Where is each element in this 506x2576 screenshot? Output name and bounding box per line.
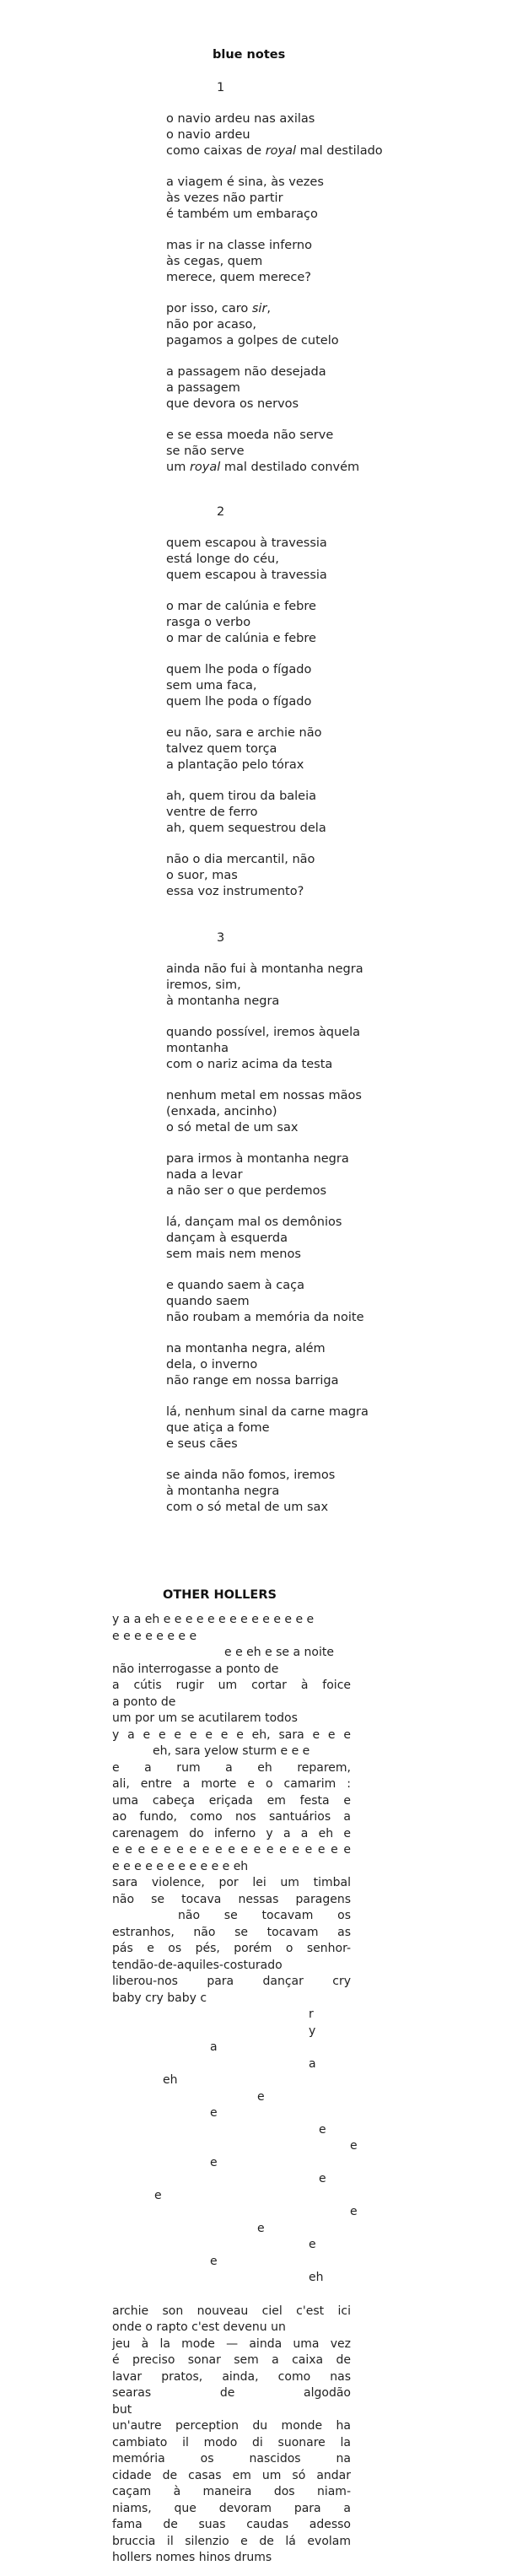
- cascade-letter: e: [210, 2106, 218, 2120]
- poem-line: não roubam a memória da noite: [166, 1311, 364, 1324]
- hollers-line: e e e e e e e e: [112, 1629, 197, 1643]
- poem-line: lá, nenhum sinal da carne magra: [166, 1405, 369, 1419]
- poem-title: blue notes: [213, 48, 286, 62]
- section-title-other-hollers: OTHER HOLLERS: [163, 1588, 277, 1602]
- cascade-letter: eh: [309, 2271, 324, 2284]
- cascade-letter: e: [319, 2172, 326, 2185]
- hollers-line: niams, que devoram para a: [112, 2501, 351, 2515]
- cascade-row: [112, 2072, 351, 2089]
- part-1-stanzas: [166, 111, 383, 476]
- poem-line: não por acaso,: [166, 318, 256, 331]
- hollers-line: e e e e e e e e e e e e e e e e e e e: [112, 1843, 351, 1857]
- poem-line: o mar de calúnia e febre: [166, 632, 316, 645]
- hollers-line: baby cry baby c: [112, 1991, 207, 2005]
- poem-line: se não serve: [166, 445, 245, 458]
- hollers-line: liberou-nos para dançar cry: [112, 1975, 351, 1988]
- poem-line: quando saem: [166, 1295, 250, 1308]
- stanza: [166, 962, 369, 1010]
- poem-line: à montanha negra: [166, 1485, 280, 1498]
- poem-line: rasga o verbo: [166, 616, 251, 629]
- poem-line: o mar de calúnia e febre: [166, 600, 316, 613]
- hollers-line: ao fundo, como nos santuários a: [112, 1810, 351, 1824]
- hollers-line: eh, sara yelow sturm e e e: [153, 1744, 310, 1758]
- stanza: [166, 1341, 369, 1389]
- stanza: [166, 662, 327, 710]
- part-number: 3: [217, 931, 225, 945]
- hollers-line: cambiato il modo di suonare la: [112, 2435, 351, 2449]
- cascade-row: [112, 2171, 351, 2188]
- poem-line: ventre de ferro: [166, 806, 258, 819]
- stanza: [166, 725, 327, 773]
- poem-line: e se essa moeda não serve: [166, 428, 334, 442]
- cascade-letter: e: [319, 2122, 326, 2137]
- poem-line: o navio ardeu: [166, 128, 250, 142]
- poem-line: com o nariz acima da testa: [166, 1058, 333, 1071]
- cascade-row: [112, 2270, 351, 2287]
- stanza: [166, 1088, 369, 1136]
- hollers-line: estranhos, não se tocavam as: [112, 1925, 351, 1939]
- hollers-line: caçam à maneira dos niam-: [112, 2485, 351, 2498]
- poem-line: dela, o inverno: [166, 1358, 258, 1372]
- cascade-row: [112, 2254, 351, 2271]
- poem-line: quem escapou à travessia: [166, 569, 327, 582]
- stanza: [166, 1404, 369, 1452]
- poem-line: ainda não fui à montanha negra: [166, 962, 363, 976]
- cascade-row: [112, 2155, 351, 2172]
- cascade-letter: a: [210, 2040, 218, 2054]
- stanza: [166, 364, 383, 412]
- stanza: [166, 536, 327, 584]
- hollers-lines-a: [112, 1612, 351, 2007]
- poem-line: não range em nossa barriga: [166, 1374, 339, 1388]
- part-2: [166, 504, 327, 915]
- stanza: [166, 1468, 369, 1516]
- poem-line: essa voz instrumento?: [166, 885, 304, 898]
- poem-line: ah, quem sequestrou dela: [166, 822, 326, 835]
- hollers-line: memória os nascidos na: [112, 2452, 351, 2466]
- cascade-letter: e: [210, 2254, 218, 2268]
- part-1: [166, 80, 383, 491]
- poem-line: merece, quem merece?: [166, 271, 311, 284]
- cascade-letter: e: [309, 2238, 316, 2251]
- hollers-line: jeu à la mode — ainda uma vez: [112, 2336, 351, 2351]
- poem-line: quem lhe poda o fígado: [166, 663, 312, 676]
- poem-line: e seus cães: [166, 1437, 238, 1451]
- stanza: [166, 1025, 369, 1073]
- poem-line: um royal mal destilado convém: [166, 461, 360, 474]
- stanza: [166, 428, 383, 476]
- poem-line: está longe do céu,: [166, 552, 279, 566]
- cascade-row: [112, 2188, 351, 2205]
- poem-line: ah, quem tirou da baleia: [166, 790, 317, 803]
- poem-line: na montanha negra, além: [166, 1342, 326, 1355]
- cascade-row: [112, 2122, 351, 2139]
- hollers-line: archie son nouveau ciel c'est ici: [112, 2304, 351, 2318]
- part-3: [166, 930, 369, 1531]
- stanza: [166, 599, 327, 647]
- hollers-poem: [112, 1612, 358, 2567]
- hollers-line: un'autre perception du monde ha: [112, 2419, 351, 2433]
- poem-line: o suor, mas: [166, 869, 238, 882]
- poem-line: pagamos a golpes de cutelo: [166, 334, 339, 348]
- part-2-stanzas: [166, 536, 327, 900]
- poem-line: a passagem não desejada: [166, 365, 326, 379]
- hollers-line: não se tocava nessas paragens: [112, 1892, 351, 1906]
- poem-line: sem mais nem menos: [166, 1248, 301, 1261]
- cascade-letter: e: [350, 2205, 358, 2218]
- poem-line: a passagem: [166, 381, 240, 395]
- cascade-row: [112, 2138, 358, 2155]
- stanza: [166, 301, 383, 349]
- hollers-line: e a rum a eh reparem,: [112, 1760, 351, 1775]
- hollers-line: uma cabeça eriçada em festa e: [112, 1793, 351, 1808]
- hollers-line: y a a eh e e e e e e e e e e e e e e: [112, 1613, 315, 1626]
- cascade-row: [112, 2105, 351, 2122]
- poem-line: às vezes não partir: [166, 191, 283, 205]
- cascade-letter: y: [309, 2024, 316, 2038]
- poem-line: quando possível, iremos àquela: [166, 1026, 360, 1039]
- poem-line: às cegas, quem: [166, 255, 263, 268]
- poem-line: talvez quem torça: [166, 742, 277, 756]
- hollers-line: but: [112, 2402, 132, 2417]
- poem-line: eu não, sara e archie não: [166, 726, 322, 740]
- hollers-line: fama de suas caudas adesso: [112, 2518, 351, 2531]
- cascade-letter: e: [257, 2089, 265, 2104]
- poem-line: e quando saem à caça: [166, 1279, 304, 1292]
- poem-line: quem escapou à travessia: [166, 536, 327, 550]
- hollers-lines-b: [112, 2304, 351, 2567]
- hollers-line: não se tocavam os: [178, 1909, 351, 1922]
- poem-line: o navio ardeu nas axilas: [166, 112, 315, 126]
- poem-line: como caixas de royal mal destilado: [166, 144, 383, 158]
- hollers-line: pás e os pés, porém o senhor-: [112, 1942, 351, 1955]
- poem-line: a viagem é sina, às vezes: [166, 175, 324, 189]
- cascade-letter: r: [309, 2007, 314, 2021]
- poem-line: dançam à esquerda: [166, 1231, 288, 1245]
- hollers-line: y a e e e e e e e eh, sara e e e: [112, 1727, 351, 1742]
- cascade-row: [112, 2056, 351, 2073]
- cascade-letter: a: [309, 2056, 316, 2071]
- hollers-line: ali, entre a morte e o camarim :: [112, 1777, 351, 1791]
- cascade-letter: e: [350, 2139, 358, 2153]
- cascade-row: [112, 2024, 351, 2040]
- hollers-line: e e e e e e e e e e e eh: [112, 1859, 249, 1873]
- cascade-row: [112, 2007, 351, 2024]
- poem-line: se ainda não fomos, iremos: [166, 1469, 336, 1482]
- stanza: [166, 175, 383, 223]
- hollers-line: searas de algodão: [112, 2386, 351, 2400]
- poem-line: que atiça a fome: [166, 1421, 270, 1435]
- poem-line: o só metal de um sax: [166, 1121, 299, 1134]
- stanza: [166, 1278, 369, 1326]
- poem-line: para irmos à montanha negra: [166, 1152, 349, 1166]
- stanza: [166, 1215, 369, 1263]
- poem-line: que devora os nervos: [166, 397, 299, 411]
- hollers-line: é preciso sonar sem a caixa de: [112, 2353, 351, 2367]
- stanza: [166, 789, 327, 837]
- hollers-line: sara violence, por lei um timbal: [112, 1876, 351, 1889]
- hollers-line: cidade de casas em um só andar: [112, 2468, 351, 2482]
- poem-line: à montanha negra: [166, 994, 280, 1008]
- cascade-row: [112, 2040, 351, 2056]
- stanza: [166, 111, 383, 159]
- poem-line: nenhum metal em nossas mãos: [166, 1089, 362, 1102]
- cascade-row: [112, 2089, 351, 2106]
- poem-line: com o só metal de um sax: [166, 1501, 329, 1514]
- hollers-line: a ponto de: [112, 1695, 176, 1709]
- hollers-line: tendão-de-aquiles-costurado: [112, 1958, 283, 1972]
- part-3-stanzas: [166, 962, 369, 1516]
- poem-line: a plantação pelo tórax: [166, 758, 304, 772]
- poem-line: (enxada, ancinho): [166, 1105, 277, 1118]
- hollers-line: carenagem do inferno y a a eh e: [112, 1826, 351, 1840]
- hollers-line: hollers nomes hinos drums: [112, 2551, 272, 2564]
- cascade-row: [112, 2221, 351, 2238]
- poem-line: lá, dançam mal os demônios: [166, 1215, 342, 1229]
- cascade-letter: e: [257, 2221, 265, 2235]
- cascade-letter: e: [154, 2188, 162, 2202]
- part-number: 1: [217, 81, 225, 94]
- cascade-row: [112, 2204, 358, 2221]
- poem-line: quem lhe poda o fígado: [166, 695, 312, 709]
- hollers-line: a cútis rugir um cortar à foice: [112, 1679, 351, 1692]
- hollers-line: lavar pratos, ainda, como nas: [112, 2369, 351, 2384]
- stanza: [166, 238, 383, 286]
- hollers-line: um por um se acutilarem todos: [112, 1711, 298, 1725]
- poem-line: mas ir na classe inferno: [166, 239, 312, 252]
- hollers-line: não interrogasse a ponto de: [112, 1662, 279, 1676]
- poem-line: iremos, sim,: [166, 978, 241, 992]
- hollers-line: e e eh e se a noite: [224, 1646, 334, 1659]
- poem-line: sem uma faca,: [166, 679, 257, 693]
- hollers-cascade: [112, 2007, 358, 2287]
- poem-line: montanha: [166, 1042, 229, 1055]
- poem-line: não o dia mercantil, não: [166, 853, 315, 866]
- cascade-letter: eh: [163, 2073, 178, 2087]
- poem-line: a não ser o que perdemos: [166, 1184, 327, 1198]
- hollers-line: bruccia il silenzio e de lá evolam: [112, 2534, 351, 2548]
- hollers-line: onde o rapto c'est devenu un: [112, 2320, 286, 2334]
- poem-line: por isso, caro sir,: [166, 302, 272, 315]
- cascade-row: [112, 2237, 351, 2254]
- part-number: 2: [217, 505, 225, 519]
- poem-line: nada a levar: [166, 1168, 243, 1182]
- stanza: [166, 1151, 369, 1199]
- cascade-letter: e: [210, 2155, 218, 2169]
- poem-line: é também um embaraço: [166, 207, 318, 221]
- stanza: [166, 852, 327, 900]
